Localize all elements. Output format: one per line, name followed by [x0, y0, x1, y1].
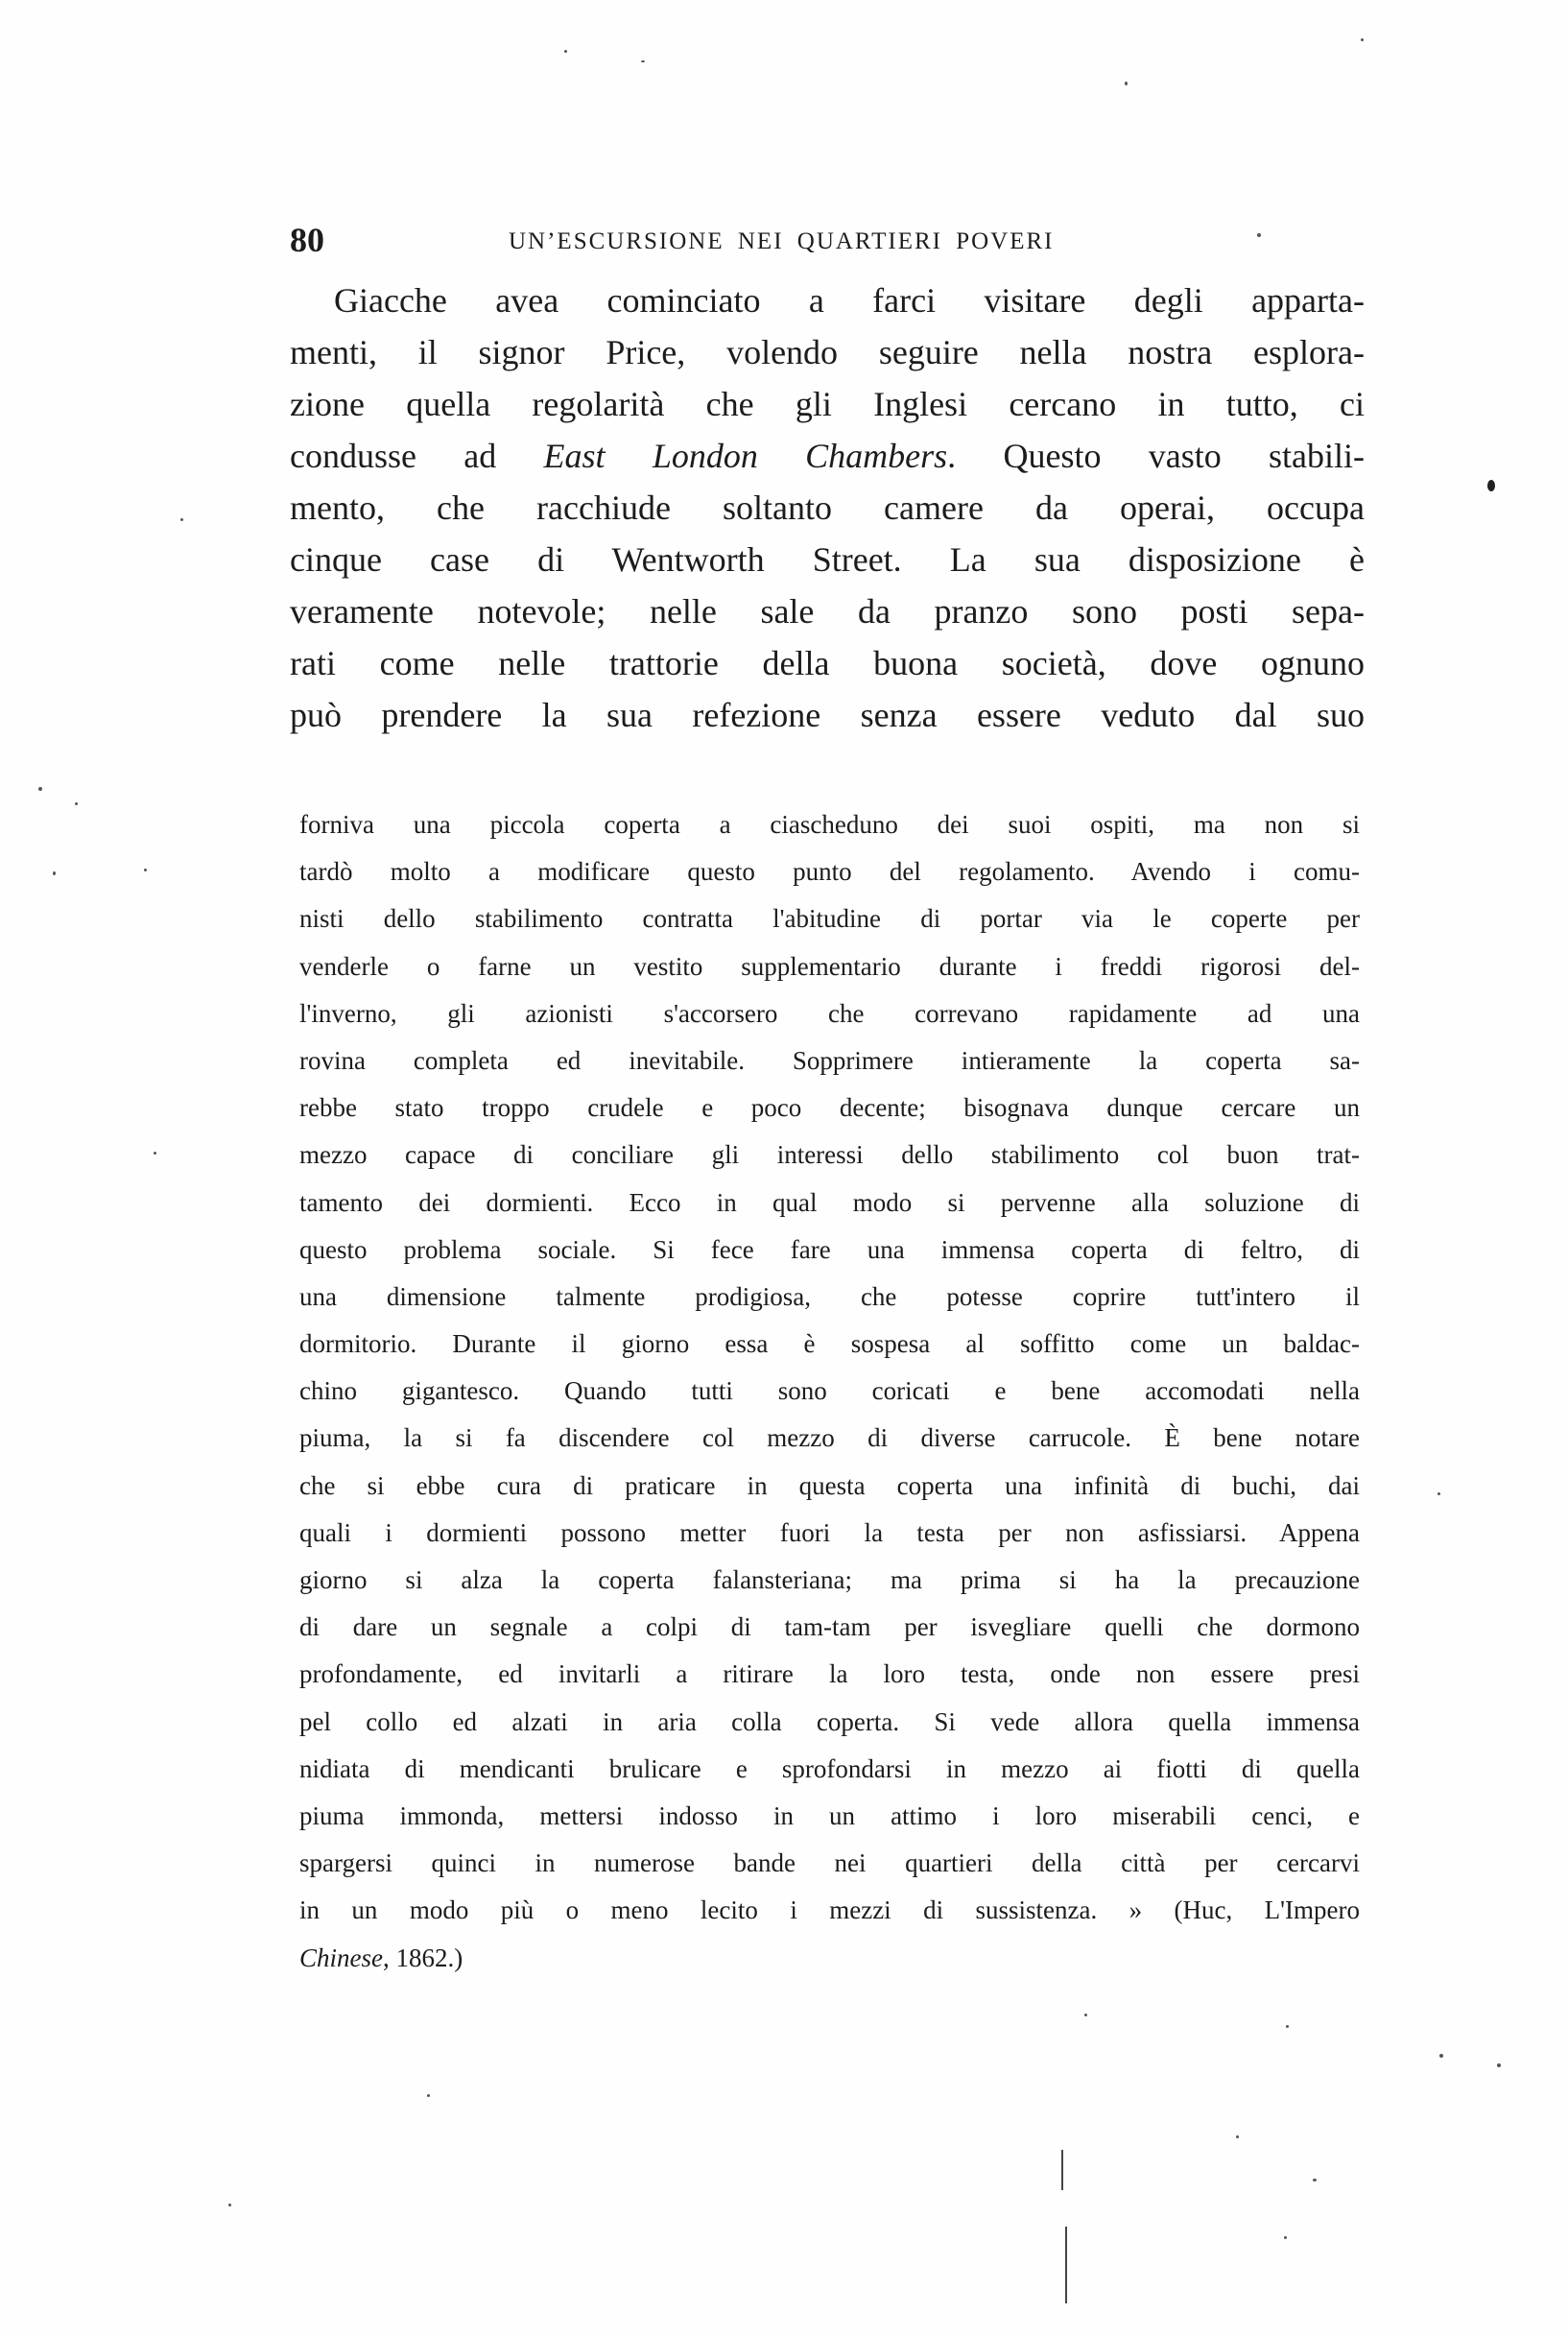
main-line-9: può prendere la sua refezione senza essere veduto dal suo [290, 696, 1365, 734]
footnote-line-8: mezzo capace di conciliare gli interessi dello stabilimento col buon trat- [299, 1140, 1360, 1170]
main-line-4 [290, 430, 1365, 482]
place-name-italic: East London Chambers [543, 437, 948, 475]
footnote-line-20: pel collo ed alzati in aria colla coperta. Si vede allora quella immensa [299, 1706, 1360, 1736]
scan-speck [1487, 480, 1495, 491]
footnote-line-6: rovina completa ed inevitabile. Sopprimere intieramente la coperta sa- [299, 1045, 1360, 1075]
scan-speck [180, 518, 183, 521]
main-line-1: Giacche avea cominciato a farci visitare degli apparta- [334, 281, 1365, 320]
scan-mark [1061, 2150, 1063, 2190]
running-head: UN’ESCURSIONE NEI QUARTIERI POVERI [509, 228, 1055, 254]
book-title-italic: Chinese [299, 1943, 383, 1972]
footnote-line-19: profondamente, ed invitarli a ritirare la loro testa, onde non essere presi [299, 1659, 1360, 1689]
scan-speck [53, 871, 56, 875]
main-line-4-after: . Questo vasto stabili- [947, 437, 1366, 475]
page-number: 80 [290, 221, 324, 259]
footnote-line-9: tamento dei dormienti. Ecco in qual modo si pervenne alla soluzione di [299, 1187, 1360, 1217]
scan-speck [1437, 1492, 1440, 1495]
scan-speck [1125, 82, 1128, 85]
main-line-8: rati come nelle trattorie della buona società, dove ognuno [290, 644, 1365, 682]
footnote-line-15: che si ebbe cura di praticare in questa coperta una infinità di buchi, dai [299, 1470, 1360, 1500]
scan-speck [38, 787, 42, 791]
footnote-line-7: rebbe stato troppo crudele e poco decente; bisognava dunque cercare un [299, 1093, 1360, 1123]
page-header [290, 219, 1267, 261]
footnote-line-12: dormitorio. Durante il giorno essa è sospesa al soffitto come un baldac- [299, 1329, 1360, 1359]
scan-speck [228, 2204, 231, 2206]
footnote-line-11: una dimensione talmente prodigiosa, che potesse coprire tutt'intero il [299, 1281, 1360, 1311]
footnote-line-23: spargersi quinci in numerose bande nei quartieri della città per cercarvi [299, 1848, 1360, 1878]
footnote-line-2: tardò molto a modificare questo punto del regolamento. Avendo i comu- [299, 857, 1360, 887]
footnote-line-17: giorno si alza la coperta falansteriana; ma prima si ha la precauzione [299, 1565, 1360, 1594]
scan-speck [564, 50, 567, 53]
main-line-7: veramente notevole; nelle sale da pranzo sono posti sepa- [290, 592, 1365, 631]
scan-speck [144, 869, 147, 871]
scan-speck [1313, 2179, 1317, 2181]
scan-speck [1284, 2236, 1287, 2239]
main-line-2: menti, il signor Price, volendo seguire nella nostra esplora- [290, 333, 1365, 371]
footnote-line-21: nidiata di mendicanti brulicare e sprofondarsi in mezzo ai fiotti di quella [299, 1753, 1360, 1783]
scan-speck [1236, 2135, 1239, 2138]
scan-speck [1361, 38, 1364, 41]
scan-speck [1257, 233, 1261, 237]
main-line-4-before: condusse ad [290, 437, 544, 475]
footnote-line-13: chino gigantesco. Quando tutti sono coricati e bene accomodati nella [299, 1376, 1360, 1406]
citation-year: , 1862.) [383, 1943, 463, 1972]
footnote-line-10: questo problema sociale. Si fece fare una immensa coperta di feltro, di [299, 1234, 1360, 1264]
scan-speck [1084, 2014, 1087, 2016]
footnote-line-24: in un modo più o meno lecito i mezzi di sussistenza. » (Huc, L'Impero [299, 1895, 1360, 1925]
footnote-line-25 [299, 1935, 1360, 1982]
scan-speck [75, 802, 78, 805]
footnote-line-5: l'inverno, gli azionisti s'accorsero che correvano rapidamente ad una [299, 998, 1360, 1028]
footnote-line-4: venderle o farne un vestito supplementario durante i freddi rigorosi del- [299, 951, 1360, 981]
main-line-6: cinque case di Wentworth Street. La sua disposizione è [290, 540, 1365, 579]
scan-speck [641, 60, 645, 62]
footnote-line-18: di dare un segnale a colpi di tam-tam per isvegliare quelli che dormono [299, 1612, 1360, 1642]
scan-speck [1286, 2025, 1289, 2028]
footnote-block [299, 801, 1360, 1982]
footnote-line-14: piuma, la si fa discendere col mezzo di diverse carrucole. È bene notare [299, 1423, 1360, 1453]
footnote-line-3: nisti dello stabilimento contratta l'abitudine di portar via le coperte per [299, 904, 1360, 934]
scan-mark [1065, 2227, 1067, 2303]
scan-speck [1497, 2063, 1501, 2067]
main-line-5: mento, che racchiude soltanto camere da operai, occupa [290, 489, 1365, 527]
main-paragraph [290, 274, 1365, 741]
scan-speck [154, 1152, 156, 1155]
scan-speck [1439, 2054, 1443, 2058]
footnote-line-1: forniva una piccola coperta a ciascheduno dei suoi ospiti, ma non si [299, 810, 1360, 839]
main-line-3: zione quella regolarità che gli Inglesi cercano in tutto, ci [290, 385, 1365, 423]
footnote-line-16: quali i dormienti possono metter fuori la testa per non asfissiarsi. Appena [299, 1517, 1360, 1547]
footnote-line-22: piuma immonda, mettersi indosso in un attimo i loro miserabili cenci, e [299, 1800, 1360, 1830]
scan-speck [427, 2094, 430, 2097]
